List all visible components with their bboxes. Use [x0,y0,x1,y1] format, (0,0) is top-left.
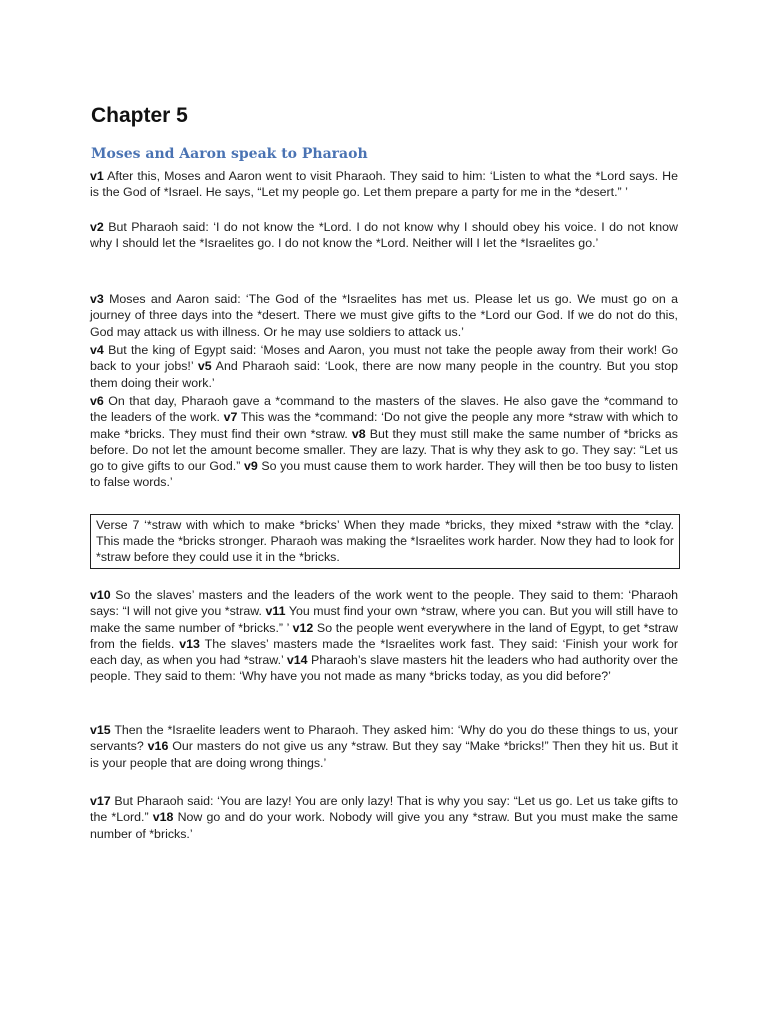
verse-number: v8 [351,426,366,441]
verse-text: Our masters do not give us any *straw. But they say “Make *bricks!” Then they hit us. But it is your people that are doing wrong things.’ [90,739,678,770]
verse-text: So the slaves’ masters and the leaders of the work went to the people. They said to them: ‘Pharaoh says: “I will not give you *straw. [90,588,678,619]
verse-text: On that day, Pharaoh gave a *command to the masters of the slaves. He also gave the *command to the leaders of the work. [90,394,678,425]
verse-number: v3 [90,292,104,306]
verse-number: v7 [223,410,238,425]
verse-text: But Pharaoh said: ‘I do not know the *Lord. I do not know why I should obey his voice. I do not know why I should let the *Israelites go. I do not know the *Lord. Neither will I let the *Israelites go.’ [90,220,678,251]
verse-text: The slaves’ masters made the *Israelites work fast. They said: ‘Finish your work for each day, as when you had *straw.’ [90,636,678,668]
verse-text: You must find your own *straw, where you can. But you will still have to make the same number of *bricks.” ’ [90,604,678,635]
verse-number: v13 [179,636,200,651]
paragraph-v10-v14 [90,587,678,685]
verse-text: Now go and do your work. Nobody will give you any *straw. But you must make the same number of *bricks.’ [90,810,678,841]
verse-number: v12 [292,620,314,635]
verse-text: But the king of Egypt said: ‘Moses and Aaron, you must not take the people away from their work! Go back to your jobs!’ [90,343,678,374]
verse-text: After this, Moses and Aaron went to visit Pharaoh. They said to him: ‘Listen to what the *Lord says. He is the God of *Israel. He says, “Let my people go. Let them prepare a party for me in the *desert.” ’ [90,169,678,200]
verse-number: v10 [90,588,111,602]
verse-text: So the people went everywhere in the land of Egypt, to get *straw from the fields. [90,620,678,651]
paragraph-v1 [90,168,678,201]
paragraph-v15-v16 [90,722,678,771]
paragraph-v17-v18 [90,793,678,842]
paragraph-v4-v5 [90,342,678,391]
verse-number: v9 [243,459,258,474]
verse-number: v5 [197,359,212,374]
verse-text: Moses and Aaron said: ‘The God of the *Israelites has met us. Please let us go. We must go on a journey of three days into the *desert. There we must give gifts to the *Lord our God. If we do not do this, God may attack us with illness. Or he may use soldiers to attack us.’ [90,292,678,339]
verse-number: v11 [265,604,286,619]
paragraph-v6-v9 [90,393,678,491]
verse-text: But they must still make the same number of *bricks as before. Do not let the amount become smaller. They are lazy. That is why they ask to go. They say: “Let us go to give gifts to our God.” [90,426,678,474]
verse-number: v1 [90,169,104,183]
chapter-title: Chapter 5 [91,104,188,127]
paragraph-v2 [90,219,678,252]
section-heading: Moses and Aaron speak to Pharaoh [91,146,368,162]
verse-number: v14 [286,653,308,668]
verse-note-box: Verse 7 ‘*straw with which to make *bricks’ When they made *bricks, they mixed *straw with the *clay. This made the *bricks stronger. Pharaoh was making the *Israelites work harder. Now they had to look for *straw before they could use it in the *bricks. [90,514,680,569]
verse-text: This was the *command: ‘Do not give the people any more *straw with which to make *bricks. They must find their own *straw. [90,410,678,441]
verse-number: v2 [90,220,104,234]
verse-text: And Pharaoh said: ‘Look, there are now many people in the country. But you stop them doing their work.’ [90,359,678,390]
verse-text: Pharaoh’s slave masters hit the leaders who had authority over the people. They said to them: ‘Why have you not made as many *bricks today, as you did before?’ [90,653,678,684]
verse-number: v15 [90,723,111,737]
verse-text: So you must cause them to work harder. They will then be too busy to listen to false words.’ [90,459,679,490]
verse-number: v17 [90,794,111,808]
verse-number: v6 [90,394,104,408]
verse-number: v18 [152,810,174,825]
verse-number: v16 [147,739,169,754]
paragraph-v3 [90,291,678,340]
verse-number: v4 [90,343,104,357]
verse-text: Then the *Israelite leaders went to Pharaoh. They asked him: ‘Why do you do these things to us, your servants? [90,723,678,754]
verse-text: But Pharaoh said: ‘You are lazy! You are only lazy! That is why you say: “Let us go. Let us take gifts to the *Lord.” [90,794,678,825]
